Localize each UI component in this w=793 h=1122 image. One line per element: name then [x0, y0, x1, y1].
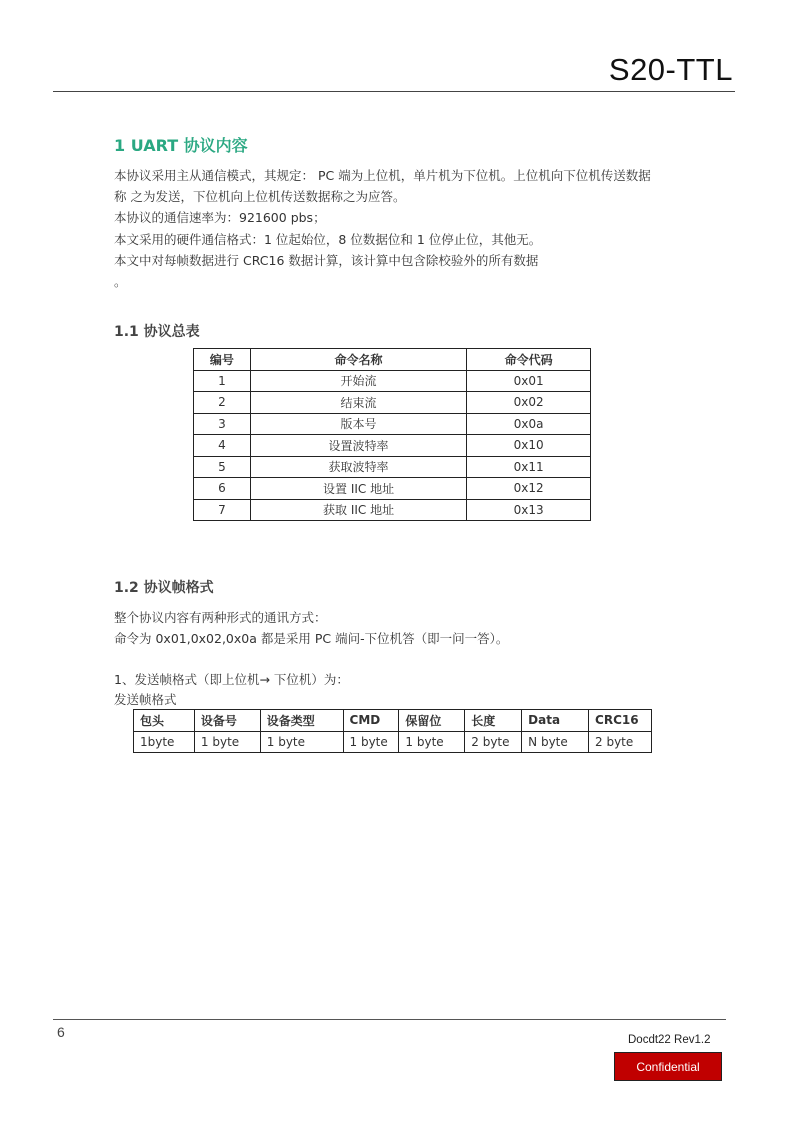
- document-title: S20-TTL: [608, 52, 733, 87]
- column-header: 编号: [194, 349, 251, 371]
- column-header: 命令名称: [250, 349, 466, 371]
- table-row: [134, 731, 652, 753]
- table-cell: 0x02: [467, 392, 591, 414]
- table-header-row: [134, 710, 652, 732]
- table-cell: 设置 IIC 地址: [250, 478, 466, 500]
- command-summary-table: [193, 348, 591, 521]
- column-header: 命令代码: [467, 349, 591, 371]
- table-cell: 1 byte: [260, 731, 343, 753]
- table-cell: 0x12: [467, 478, 591, 500]
- frame-paragraph-line-1: 整个协议内容有两种形式的通讯方式：: [114, 610, 327, 625]
- table-row: [194, 392, 591, 414]
- table-cell: 1 byte: [194, 731, 260, 753]
- table-cell: 7: [194, 499, 251, 521]
- table-cell: 开始流: [250, 370, 466, 392]
- table-header-row: [194, 349, 591, 371]
- table-row: [194, 435, 591, 457]
- send-frame-label: 发送帧格式: [114, 692, 177, 707]
- table-cell: 1 byte: [399, 731, 465, 753]
- table-cell: 设置波特率: [250, 435, 466, 457]
- table-row: [194, 370, 591, 392]
- table-cell: 1byte: [134, 731, 195, 753]
- table-row: [194, 456, 591, 478]
- send-frame-title: 1、发送帧格式（即上位机→ 下位机）为：: [114, 672, 349, 687]
- table-cell: 2 byte: [465, 731, 522, 753]
- table-cell: 获取 IIC 地址: [250, 499, 466, 521]
- table-cell: 0x0a: [467, 413, 591, 435]
- column-header: 长度: [465, 710, 522, 732]
- frame-paragraph-line-2: 命令为 0x01,0x02,0x0a 都是采用 PC 端问-下位机答（即一问一答）。: [114, 631, 509, 646]
- intro-paragraph-line-6: 。: [114, 274, 127, 289]
- column-header: 包头: [134, 710, 195, 732]
- section-1-heading: 1 UART 协议内容: [114, 136, 248, 155]
- table-cell: 0x01: [467, 370, 591, 392]
- section-1-2-heading: 1.2 协议帧格式: [114, 580, 214, 596]
- table-cell: 版本号: [250, 413, 466, 435]
- header-divider: [53, 91, 735, 92]
- intro-paragraph-line-5: 本文中对每帧数据进行 CRC16 数据计算，该计算中包含除校验外的所有数据: [114, 253, 539, 268]
- intro-paragraph-line-4: 本文采用的硬件通信格式：1 位起始位，8 位数据位和 1 位停止位，其他无。: [114, 232, 542, 247]
- table-cell: 1 byte: [343, 731, 399, 753]
- column-header: CRC16: [589, 710, 652, 732]
- table-row: [194, 478, 591, 500]
- table-cell: 4: [194, 435, 251, 457]
- table-cell: 结束流: [250, 392, 466, 414]
- table-cell: 2 byte: [589, 731, 652, 753]
- table-cell: N byte: [522, 731, 589, 753]
- table-row: [194, 413, 591, 435]
- table-cell: 3: [194, 413, 251, 435]
- confidential-badge: Confidential: [614, 1052, 722, 1081]
- column-header: 设备类型: [260, 710, 343, 732]
- table-cell: 0x11: [467, 456, 591, 478]
- column-header: Data: [522, 710, 589, 732]
- send-frame-table: [133, 709, 652, 753]
- column-header: 设备号: [194, 710, 260, 732]
- table-cell: 获取波特率: [250, 456, 466, 478]
- table-row: [194, 499, 591, 521]
- table-cell: 0x13: [467, 499, 591, 521]
- table-cell: 6: [194, 478, 251, 500]
- column-header: CMD: [343, 710, 399, 732]
- footer-divider: [53, 1019, 726, 1020]
- column-header: 保留位: [399, 710, 465, 732]
- table-cell: 1: [194, 370, 251, 392]
- page-number: 6: [57, 1024, 65, 1040]
- intro-paragraph-line-1: 本协议采用主从通信模式，其规定： PC 端为上位机，单片机为下位机。上位机向下位机传送数据: [114, 168, 651, 183]
- table-cell: 2: [194, 392, 251, 414]
- intro-paragraph-line-2: 称 之为发送，下位机向上位机传送数据称之为应答。: [114, 189, 406, 204]
- intro-paragraph-line-3: 本协议的通信速率为：921600 pbs；: [114, 210, 326, 225]
- table-cell: 0x10: [467, 435, 591, 457]
- section-1-1-heading: 1.1 协议总表: [114, 324, 200, 340]
- table-cell: 5: [194, 456, 251, 478]
- document-revision: Docdt22 Rev1.2: [628, 1034, 711, 1046]
